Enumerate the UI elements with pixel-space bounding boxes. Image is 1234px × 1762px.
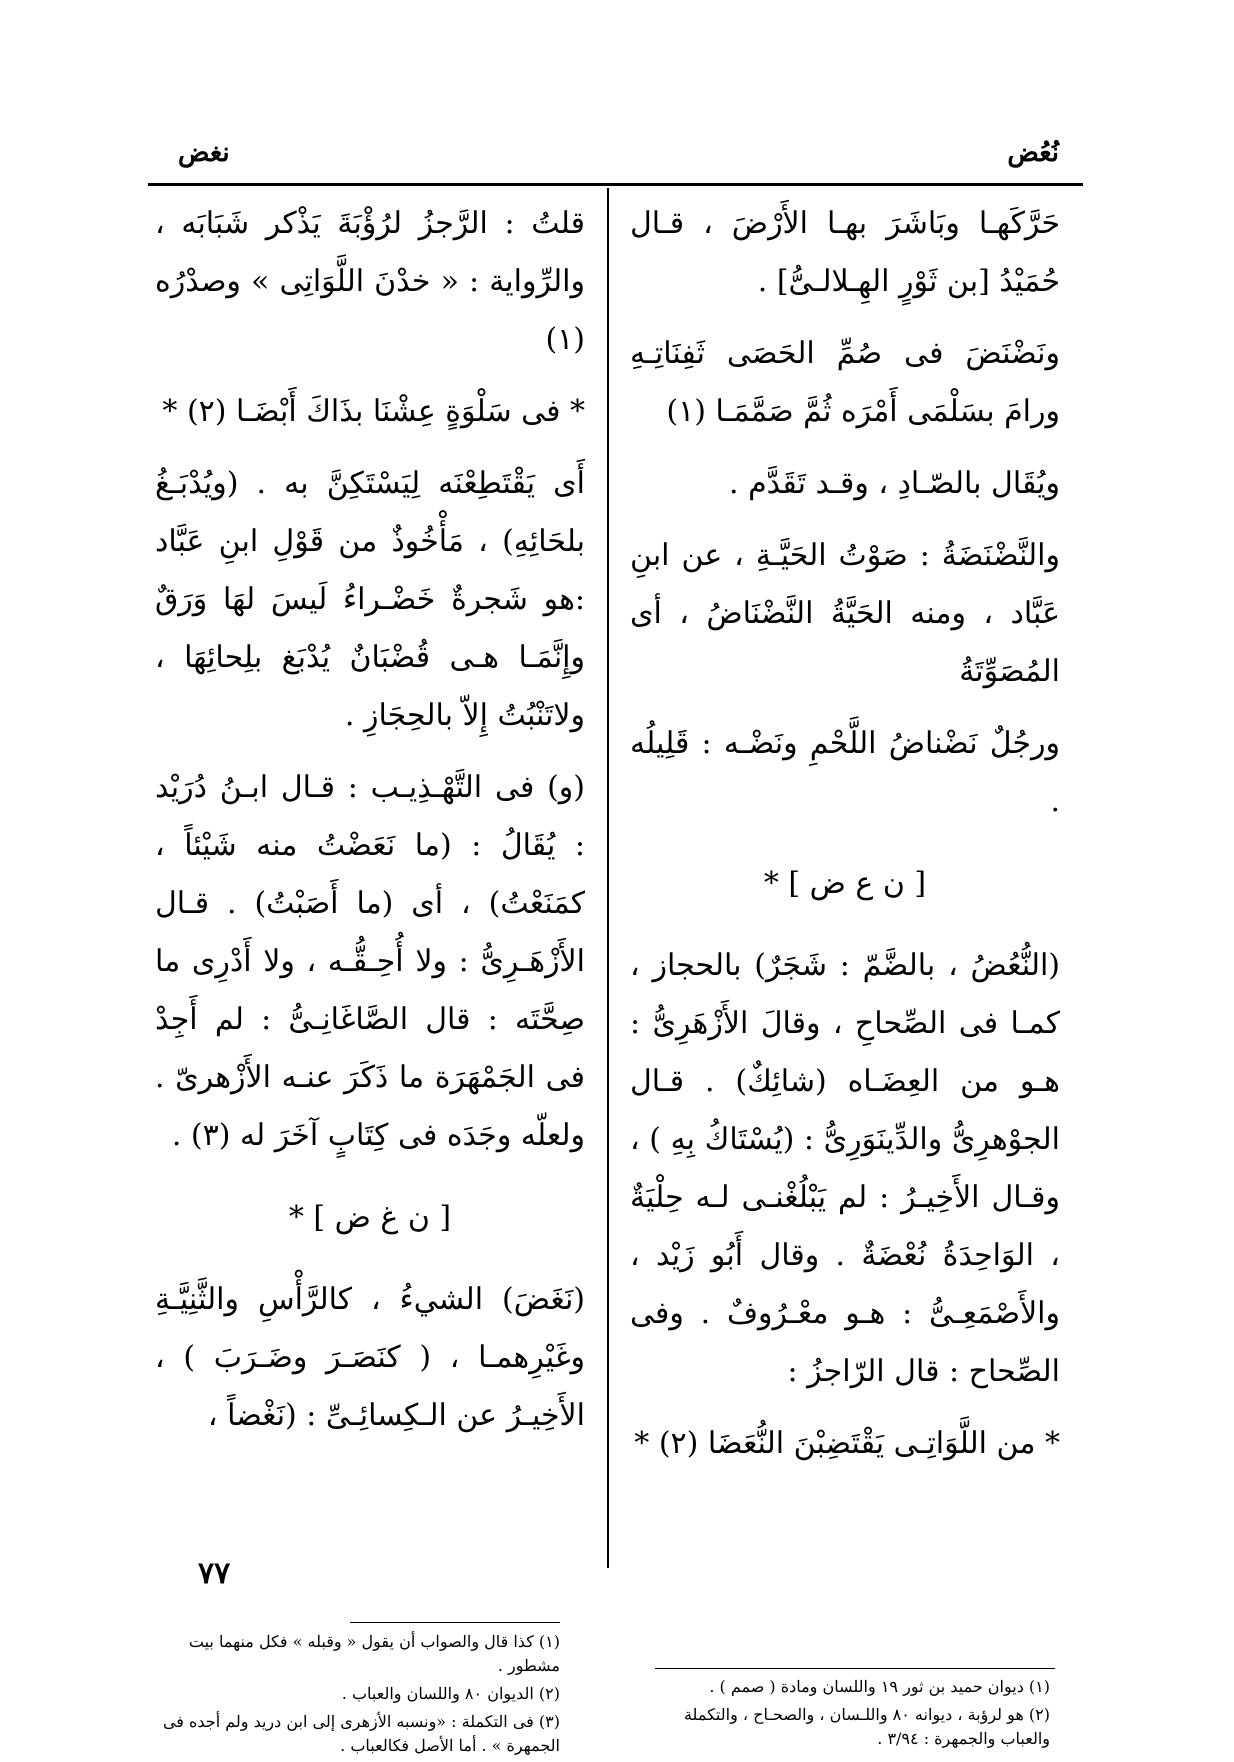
footnote-rule-right — [655, 1668, 1055, 1669]
entry-paragraph: قلتُ : الرَّجزُ لرُؤْبَةَ يَذْكر شَبَابَه ، والرِّواية : « خدْنَ اللَّوَاتِى » وصدْرُه (١) — [155, 206, 585, 357]
entry-paragraph: (نَغَضَ) الشيءُ ، كالرَّأْسِ والثَّنِيَّـةِ وغَيْرِهمـا ، ( كنَصَـرَ وضَـرَبَ ) ، الأَخِيـرُ عن الـكِسائِـىِّ : (نَغْضاً ، — [155, 1282, 585, 1433]
entry-paragraph: (النُّعُضُ ، بالضَّمّ : شَجَرٌ) بالحجاز ، كمـا فى الصِّحاحِ ، وقالَ الأَزْهَرِىُّ : هـو من العِضَـاه (شائِكٌ) . قـال الجوْهرِىُّ والدِّينَوَرِىُّ : (يُسْتَاكُ بِهِ ) ، وقـال الأَخِيـرُ : لم يَبْلُغْنـى لـه حِلْيَةٌ ، الوَاحِدَةُ نُعْضَةٌ . وقال أَبُو زَيْد ، والأَصْمَعِـىُّ : هـو معْـرُوفٌ . وفى الصِّحاح : قال الرّاجزُ : — [630, 948, 1060, 1389]
entry-paragraph: (و) فى التَّهْـذِيـب : قـال ابـنُ دُرَيْد : يُقَالُ : (ما نَعَضْتُ منه شَيْئاً ، كمَنَعْتُ) ، أى (ما أَصَبْتُ) . قـال الأَزْهَـرِىُّ : ولا أُحِـقُّـه ، ولا أَدْرِى ما صِحَّتَه : قال الصَّاغَانِـىُّ : لم أَجِدْ فى الجَمْهَرَة ما ذَكَرَ عنـه الأَزْهرىّ . ولعلّه وجَدَه فى كِتَابٍ آخَرَ له (٣) . — [155, 770, 585, 1153]
footnotes-right — [650, 1675, 1050, 1755]
footnote: (١) كذا قال والصواب أن يقول « وقبله » فكل منهما بيت مشطور . — [188, 1632, 560, 1675]
header-left-keyword: نغض — [178, 138, 230, 168]
root-heading-nad: [ ن ع ض ] * — [763, 866, 927, 901]
entry-paragraph: حَرَّكَهـا وبَاشَرَ بهـا الأَرْضَ ، قـال حُمَيْدُ [بن ثَوْرٍ الهِـلالـىُّ] . — [630, 206, 1060, 299]
header-rule — [148, 183, 1083, 186]
entry-paragraph: ورجُلٌ نَضْناضُ اللَّحْمِ ونَضْـه : قَلِيلُه . — [630, 726, 1060, 819]
entry-paragraph: ويُقَال بالصّـادِ ، وقـد تَقَدَّم . — [729, 466, 1060, 501]
footnote: (٢) الديوان ٨٠ واللسان والعباب . — [341, 1684, 560, 1703]
page-number: ٧٧ — [198, 1556, 231, 1591]
entry-paragraph: والنَّضْنَضَةُ : صَوْتُ الحَيَّـةِ ، عن ابنِ عَبَّاد ، ومنه الحَيَّةُ النَّضْنَاضُ ، أى المُصَوِّتَةُ — [630, 538, 1060, 689]
footnote-rule-left — [350, 1622, 560, 1623]
footnote: (٢) هو لرؤبة ، ديوانه ٨٠ واللـسان ، والصحـاح ، والتكملة والعباب والجمهرة : ٣/٩٤ . — [683, 1705, 1050, 1748]
footnotes-left — [160, 1630, 560, 1762]
footnote: (٣) فى التكملة : «ونسبه الأزهرى إلى ابن دريد ولم أجده فى الجمهرة » . أما الأصل فكالعباب . — [162, 1712, 560, 1755]
right-column — [630, 195, 1060, 1487]
left-column — [155, 195, 585, 1459]
header-right-keyword: نُعُض — [1007, 138, 1059, 168]
poetry-verse: ونَضْنَضَ فى صُمِّ الحَصَى ثَفِنَاتِـهِ ورامَ بسَلْمَى أَمْرَه ثُمَّ صَمَّمَـا (١) — [630, 336, 1060, 429]
root-heading-ngd: [ ن غ ض ] * — [288, 1200, 452, 1235]
footnote: (١) ديوان حميد بن ثور ١٩ واللسان ومادة ( صمم ) . — [709, 1677, 1050, 1696]
column-divider — [607, 188, 609, 1568]
poetry-verse: * من اللَّوَاتِـى يَقْتَضِبْنَ النُّعَضَا (٢) * — [634, 1426, 1060, 1461]
entry-paragraph: أَى يَقْتَطِعْنَه لِيَسْتَكِنَّ به . (ويُدْبَـغُ بلحَائِهِ) ، مَأْخُوذٌ من قَوْلِ ابنِ عَبَّاد :هو شَجرةٌ خَضْـراءُ لَيسَ لهَا وَرَقٌ وإِنَّمَـا هـى قُضْبَانٌ يُدْبَغ بلِحائِهَا ، ولاتَنْبُتُ إِلاّ بالحِجَازِ . — [155, 466, 585, 733]
poetry-verse: * فى سَلْوَةٍ عِشْنَا بذَاكَ أَبْضَـا (٢) * — [162, 394, 585, 429]
